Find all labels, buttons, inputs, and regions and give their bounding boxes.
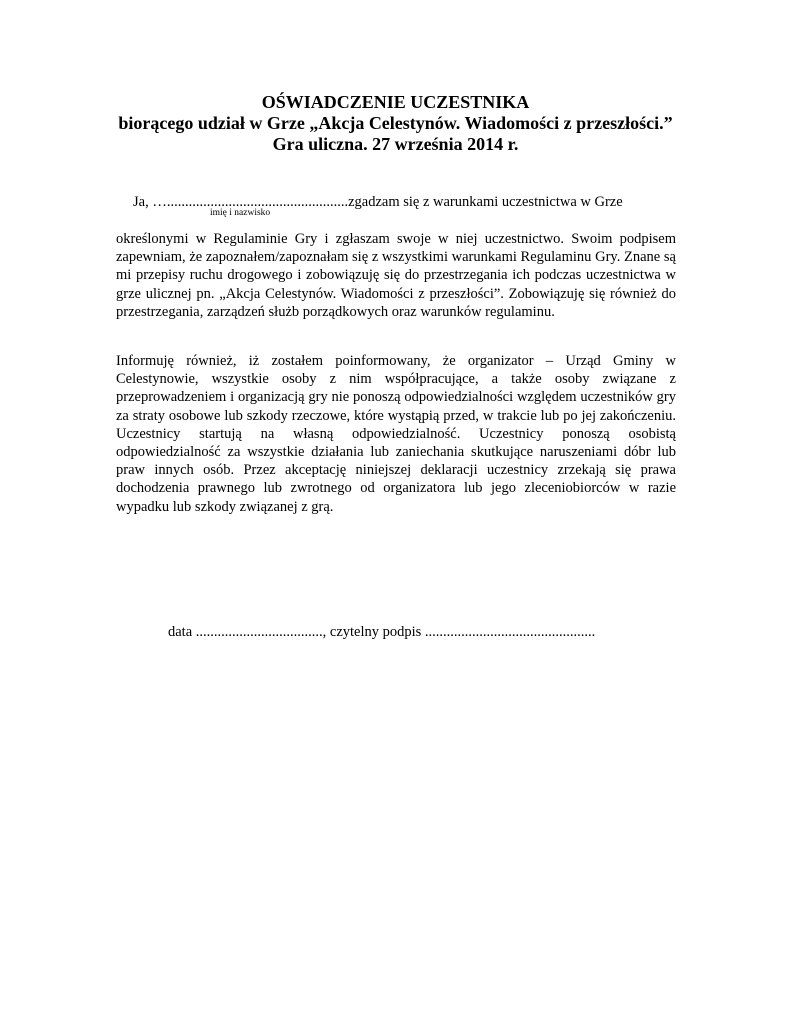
title-line-3: Gra uliczna. 27 września 2014 r. <box>272 134 519 154</box>
date-signature-line: data ..................................., czytelny podpis ............................................... <box>168 624 596 640</box>
declaration-paragraph-1: określonymi w Regulaminie Gry i zgłaszam swoje w niej uczestnictwo. Swoim podpisem zapewniam, że zapoznałem/zapoznałam się z wszystkimi warunkami Regulaminu Gry. Znane są mi przepisy ruchu drogowego i zobowiązuję się do przestrzegania ich podczas uczestnictwa w grze ulicznej pn. „Akcja Celestynów. Wiadomości z przeszłości”. Zobowiązuję się również do przestrzegania, zarządzeń służb porządkowych oraz warunków regulaminu. <box>116 231 676 320</box>
name-field-hint: imię i nazwisko <box>210 208 271 218</box>
document-title <box>0 92 791 155</box>
title-line-1: OŚWIADCZENIE UCZESTNIKA <box>261 92 530 112</box>
declaration-paragraph-2: Informuję również, iż zostałem poinformowany, że organizator – Urząd Gminy w Celestynowie, wszystkie osoby z nim współpracujące, a także osoby związane z przeprowadzeniem i organizacją gry nie ponoszą odpowiedzialności względem uczestników gry za straty osobowe lub szkody rzeczowe, które wystąpią przed, w trakcie lub po jej zakończeniu. Uczestnicy startują na własną odpowiedzialność. Uczestnicy ponoszą osobistą odpowiedzialność za wszystkie działania lub zaniechania skutkujące naruszeniami dóbr lub praw innych osób. Przez akceptację niniejszej deklaracji uczestnicy zrzekają się prawa dochodzenia prawnego lub zwrotnego od organizatora lub jego zleceniobiorców w razie wypadku lub szkody związanej z grą. <box>116 353 676 515</box>
name-declaration-line: Ja, …..................................................zgadzam się z warunkami uczestnictwa w Grze <box>133 194 623 210</box>
title-line-2: biorącego udział w Grze „Akcja Celestynów. Wiadomości z przeszłości.” <box>118 113 673 133</box>
